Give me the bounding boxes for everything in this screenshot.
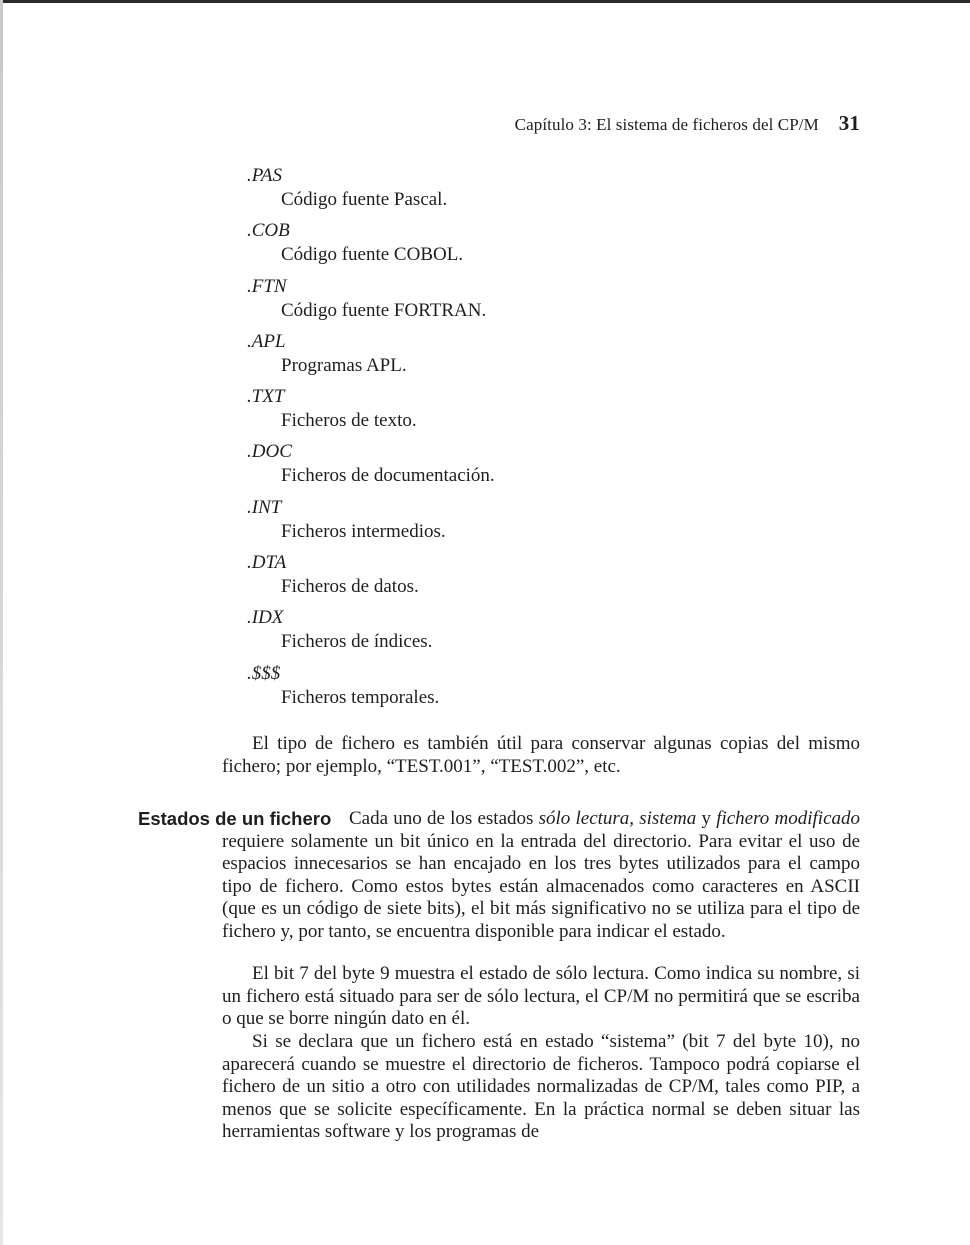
paragraph-text: El tipo de fichero es también útil para conservar algunas copias del mismo fichero; por ejemplo, “TEST.001”, “TEST.002”, etc.: [222, 733, 860, 777]
extension-item: [247, 219, 495, 274]
extension-code: .DTA: [247, 552, 287, 574]
file-extension-list: [247, 164, 495, 717]
extension-description: Código fuente FORTRAN.: [281, 299, 487, 321]
page-left-edge: [0, 0, 3, 1245]
extension-description: Código fuente COBOL.: [281, 244, 464, 266]
paragraph-text: requiere solamente un bit único en la entrada del directorio. Para evitar el uso de espacios innecesarios se han encajado en los tres bytes utilizados para el campo tipo de fichero. Como estos bytes están almacenados como caracteres en ASCII (que es un código de siete bits), el bit más significativo no se utiliza para el tipo de fichero y, por tanto, se encuentra disponible para indicar el estado.: [222, 830, 860, 942]
section-heading: Estados de un fichero: [138, 808, 332, 829]
extension-item: [247, 606, 495, 661]
extension-description: Ficheros de documentación.: [281, 465, 495, 487]
extension-code: .FTN: [247, 275, 287, 297]
extension-description: Ficheros de datos.: [281, 576, 419, 598]
extension-code: .IDX: [247, 607, 284, 629]
extension-code: .$$$: [247, 662, 281, 684]
top-edge-rule: [0, 0, 970, 3]
extension-item: [247, 440, 495, 495]
extension-code: .PAS: [247, 165, 283, 186]
extension-item: [247, 496, 495, 551]
extension-code: .APL: [247, 330, 286, 352]
extension-description: Ficheros temporales.: [281, 686, 440, 708]
extension-code: .DOC: [247, 441, 292, 463]
extension-description: Ficheros de índices.: [281, 631, 433, 653]
extension-description: Ficheros intermedios.: [281, 520, 446, 542]
extension-item: [247, 662, 495, 717]
extension-code: .COB: [247, 220, 290, 242]
paragraph-text: Cada uno de los estados: [349, 808, 539, 829]
emphasis-text: sólo lectura, sistema: [538, 808, 697, 829]
extension-code: .INT: [247, 496, 282, 518]
extension-description: Programas APL.: [281, 354, 407, 376]
extension-item: [247, 275, 495, 330]
extension-item: [247, 385, 495, 440]
paragraph-read-only: [222, 963, 860, 1031]
emphasis-text: fichero modificado: [716, 808, 860, 829]
running-title: Capítulo 3: El sistema de ficheros del CP/M: [514, 115, 819, 134]
extension-description: Código fuente Pascal.: [281, 189, 448, 210]
extension-item: [247, 164, 495, 219]
paragraph-text: Si se declara que un fichero está en estado “sistema” (bit 7 del byte 10), no aparecerá cuando se muestre el directorio de ficheros. Tampoco podrá copiarse el fichero de un sitio a otro con utilidades normalizadas de CP/M, tales como PIP, a menos que se solicite específicamente. En la práctica normal se deben situar las herramientas software y los programas de: [222, 1031, 860, 1142]
extension-description: Ficheros de texto.: [281, 410, 417, 432]
running-header: [515, 111, 860, 136]
paragraph-text: El bit 7 del byte 9 muestra el estado de sólo lectura. Como indica su nombre, si un fichero está situado para ser de sólo lectura, el CP/M no permitirá que se escriba o que se borre ningún dato en él.: [222, 963, 860, 1029]
extension-item: [247, 330, 495, 385]
paragraph-system-state: [222, 1031, 860, 1144]
paragraph-file-states: [222, 808, 860, 943]
extension-item: [247, 551, 495, 606]
paragraph-text: y: [696, 808, 717, 829]
page-number: 31: [838, 111, 860, 135]
paragraph-file-type-copies: [222, 733, 860, 778]
extension-code: .TXT: [247, 386, 285, 408]
